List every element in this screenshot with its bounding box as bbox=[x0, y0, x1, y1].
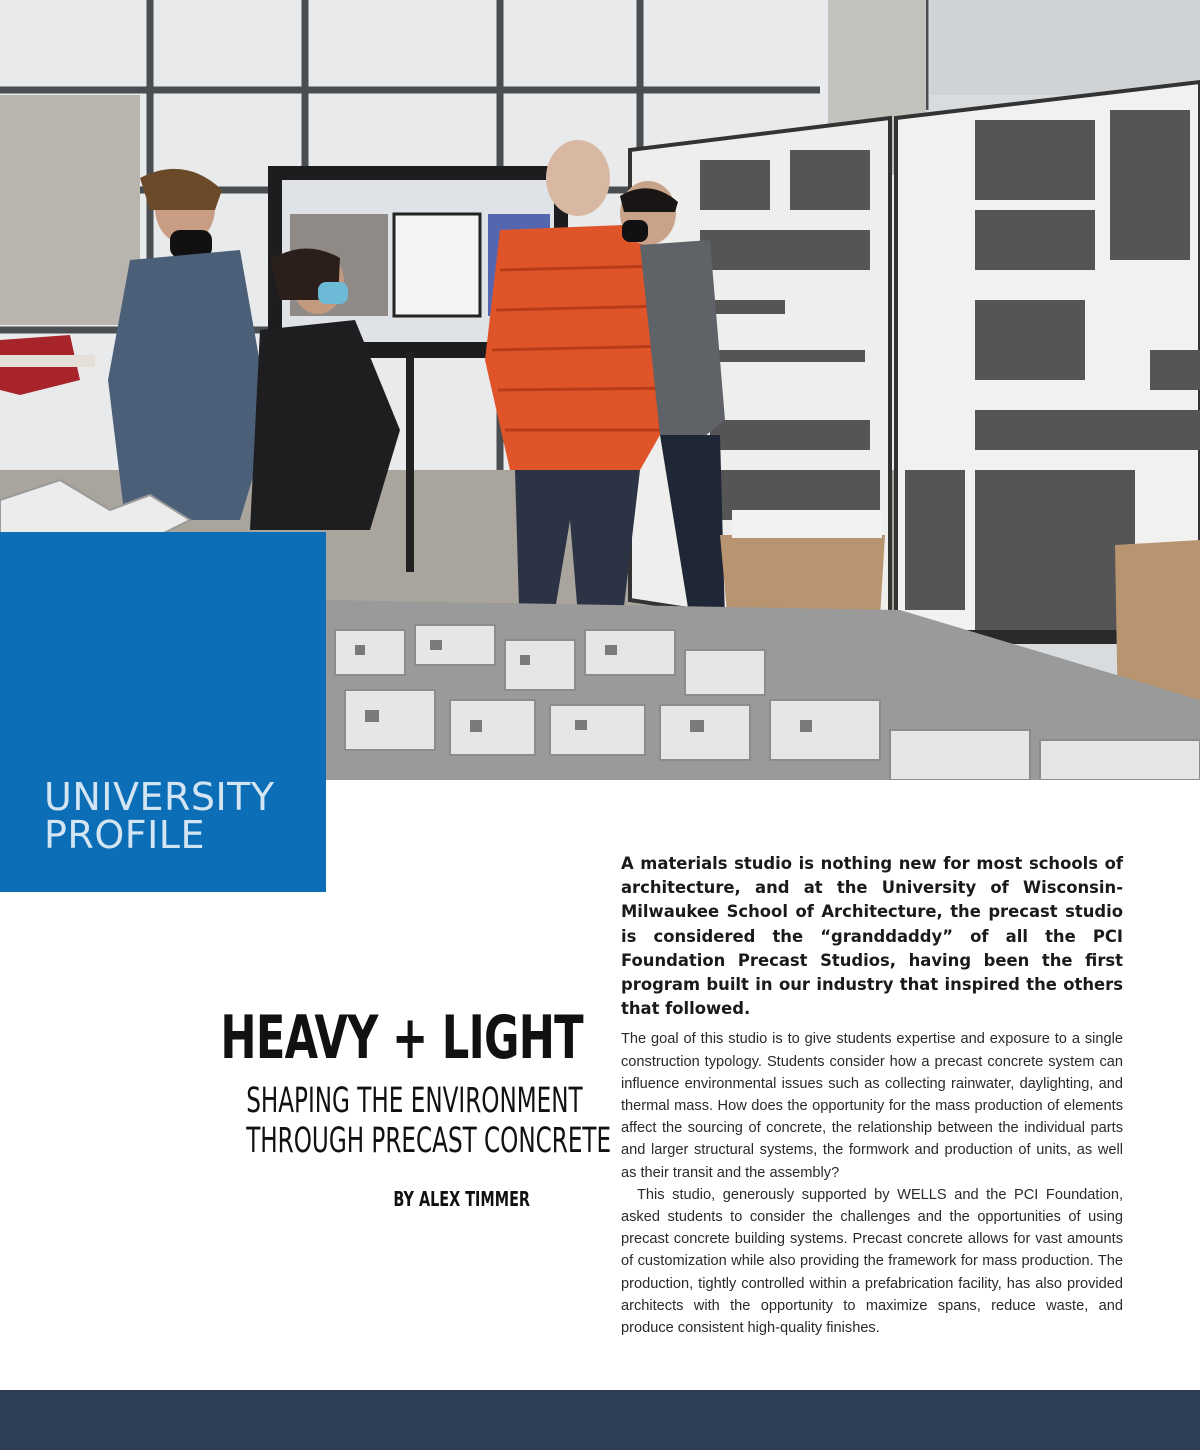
body-paragraph: The goal of this studio is to give students expertise and exposure to a single construction typology. Students consider how a precast concrete system can influence environmental issues such as collecting rainwater, daylighting, and thermal mass. How does the opportunity for the mass production of elements affect the sourcing of concrete, the relationship between the individual parts and larger structural systems, the formwork and production of units, as well as their transit and the assembly? bbox=[621, 1031, 1123, 1181]
subtitle bbox=[246, 1081, 612, 1161]
headline: HEAVY + LIGHT bbox=[220, 1003, 583, 1073]
title-block bbox=[100, 995, 612, 1211]
section-label bbox=[44, 775, 275, 857]
section-label-line2: PROFILE bbox=[44, 813, 205, 857]
lede-paragraph: A materials studio is nothing new for most schools of architecture, and at the University of Wisconsin-Milwaukee School of Architecture, the precast studio is considered the “granddaddy” of all the PCI Foundation Precast Studios, having been the first program built in our industry that inspired the others that followed. bbox=[621, 854, 1123, 1019]
byline: BY ALEX TIMMER bbox=[393, 1187, 530, 1211]
footer-band bbox=[0, 1390, 1200, 1450]
article-body bbox=[621, 852, 1123, 1339]
subtitle-line1: SHAPING THE ENVIRONMENT bbox=[246, 1081, 583, 1121]
section-label-line1: UNIVERSITY bbox=[44, 775, 275, 819]
subtitle-line2: THROUGH PRECAST CONCRETE bbox=[246, 1121, 612, 1161]
body-paragraph: This studio, generously supported by WELLS and the PCI Foundation, asked students to consider the challenges and the opportunities of using precast concrete building systems. Precast concrete allows for vast amounts of customization while also providing the framework for mass production. The production, tightly controlled within a prefabrication facility, has also provided architects with the opportunity to maximize spans, reduce waste, and produce consistent high-quality finishes. bbox=[621, 1186, 1123, 1337]
